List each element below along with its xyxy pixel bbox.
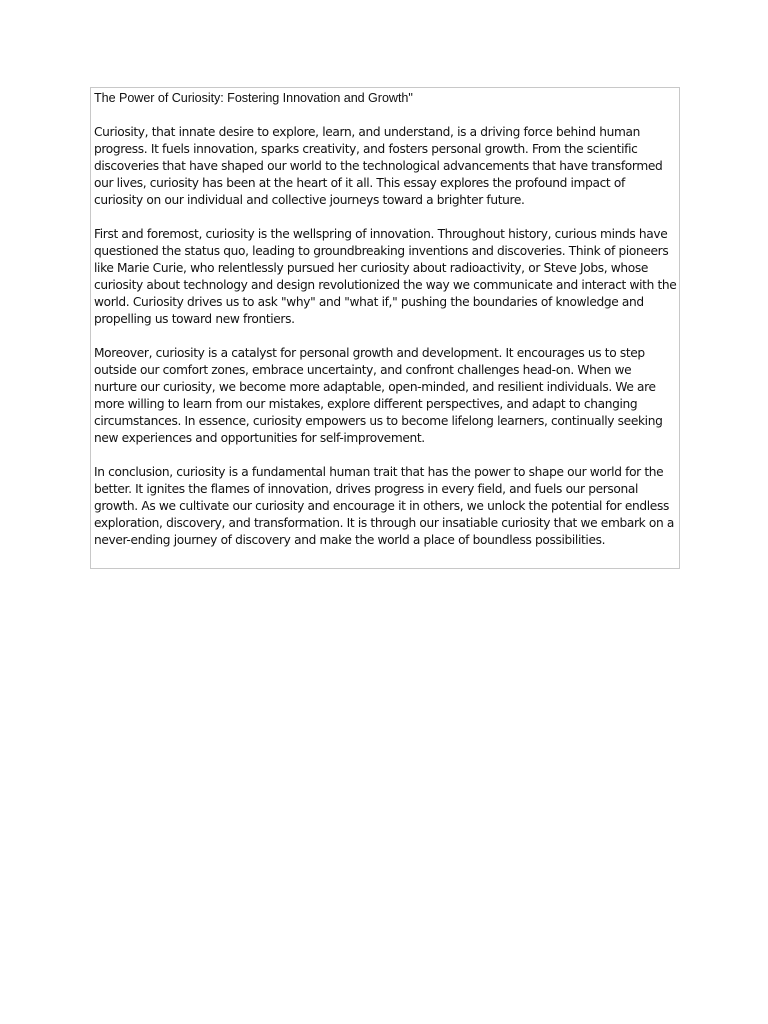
paragraph-conclusion: In conclusion, curiosity is a fundamental human trait that has the power to shape our world for the better. It ignites the flames of innovation, drives progress in every field, and fuels our personal growth. As we cultivate our curiosity and encourage it in others, we unlock the potential for endless exploration, discovery, and transformation. It is through our insatiable curiosity that we embark on a never-ending journey of discovery and make the world a place of boundless possibilities. xyxy=(94,465,674,547)
document-title: The Power of Curiosity: Fostering Innovation and Growth" xyxy=(94,91,413,105)
paragraph-innovation: First and foremost, curiosity is the wellspring of innovation. Throughout history, curious minds have questioned the status quo, leading to groundbreaking inventions and discoveries. Think of pioneers like Marie Curie, who relentlessly pursued her curiosity about radioactivity, or Steve Jobs, whose curiosity about technology and design revolutionized the way we communicate and interact with the world. Curiosity drives us to ask "why" and "what if," pushing the boundaries of knowledge and propelling us toward new frontiers. xyxy=(94,227,677,326)
text-cell xyxy=(90,87,680,569)
paragraph-introduction: Curiosity, that innate desire to explore, learn, and understand, is a driving force behind human progress. It fuels innovation, sparks creativity, and fosters personal growth. From the scientific discoveries that have shaped our world to the technological advancements that have transformed our lives, curiosity has been at the heart of it all. This essay explores the profound impact of curiosity on our individual and collective journeys toward a brighter future. xyxy=(94,125,663,207)
paragraph-personal-growth: Moreover, curiosity is a catalyst for personal growth and development. It encourages us to step outside our comfort zones, embrace uncertainty, and confront challenges head-on. When we nurture our curiosity, we become more adaptable, open-minded, and resilient individuals. We are more willing to learn from our mistakes, explore different perspectives, and adapt to changing circumstances. In essence, curiosity empowers us to become lifelong learners, continually seeking new experiences and opportunities for self-improvement. xyxy=(94,346,663,445)
